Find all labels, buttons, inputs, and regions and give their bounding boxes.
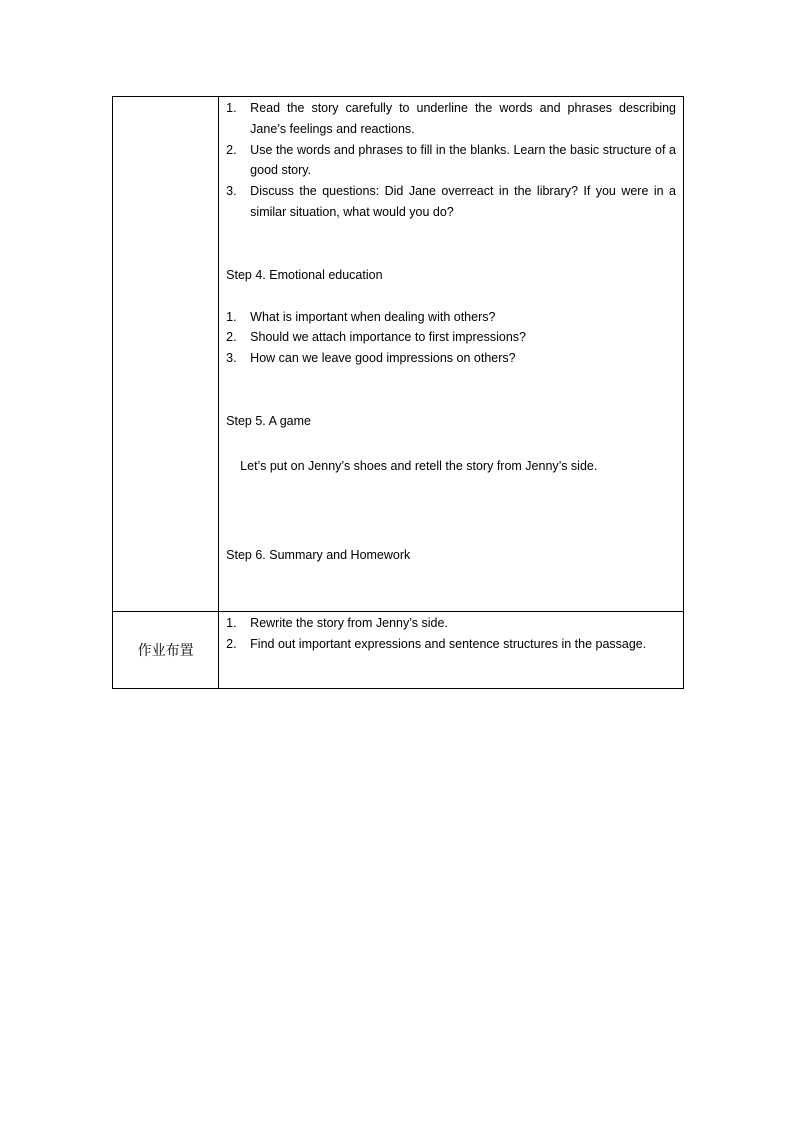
list-item: 2. Find out important expressions and sentence structures in the passage. bbox=[226, 636, 647, 651]
row-label-cell bbox=[113, 97, 219, 612]
homework-label: 作业布置 bbox=[113, 612, 219, 689]
step5-text: Let’s put on Jenny’s shoes and retell the story from Jenny’s side. bbox=[240, 458, 598, 473]
step4-question-list bbox=[226, 307, 676, 369]
step4-heading: Step 4. Emotional education bbox=[226, 267, 383, 282]
homework-content-cell bbox=[219, 612, 684, 689]
step5-heading: Step 5. A game bbox=[226, 413, 311, 428]
list-item: 3. Discuss the questions: Did Jane overreact in the library? If you were in a similar situation, what would you do? bbox=[226, 184, 676, 219]
homework-list bbox=[226, 613, 676, 655]
teaching-process-row bbox=[113, 97, 684, 612]
list-item: 2. Use the words and phrases to fill in the blanks. Learn the basic structure of a good story. bbox=[226, 142, 676, 178]
teaching-steps-cell bbox=[219, 97, 684, 612]
list-item: 1. Rewrite the story from Jenny’s side. bbox=[226, 616, 448, 630]
list-item: 2. Should we attach importance to first impressions? bbox=[226, 330, 526, 345]
list-item: 1. Read the story carefully to underline the words and phrases describing Jane’s feelings and reactions. bbox=[226, 101, 676, 136]
lesson-plan-table bbox=[112, 96, 684, 689]
step6-heading: Step 6. Summary and Homework bbox=[226, 547, 411, 562]
list-item: 1. What is important when dealing with others? bbox=[226, 309, 496, 324]
homework-row bbox=[113, 612, 684, 689]
list-item: 3. How can we leave good impressions on others? bbox=[226, 351, 516, 366]
intro-task-list bbox=[226, 98, 676, 223]
